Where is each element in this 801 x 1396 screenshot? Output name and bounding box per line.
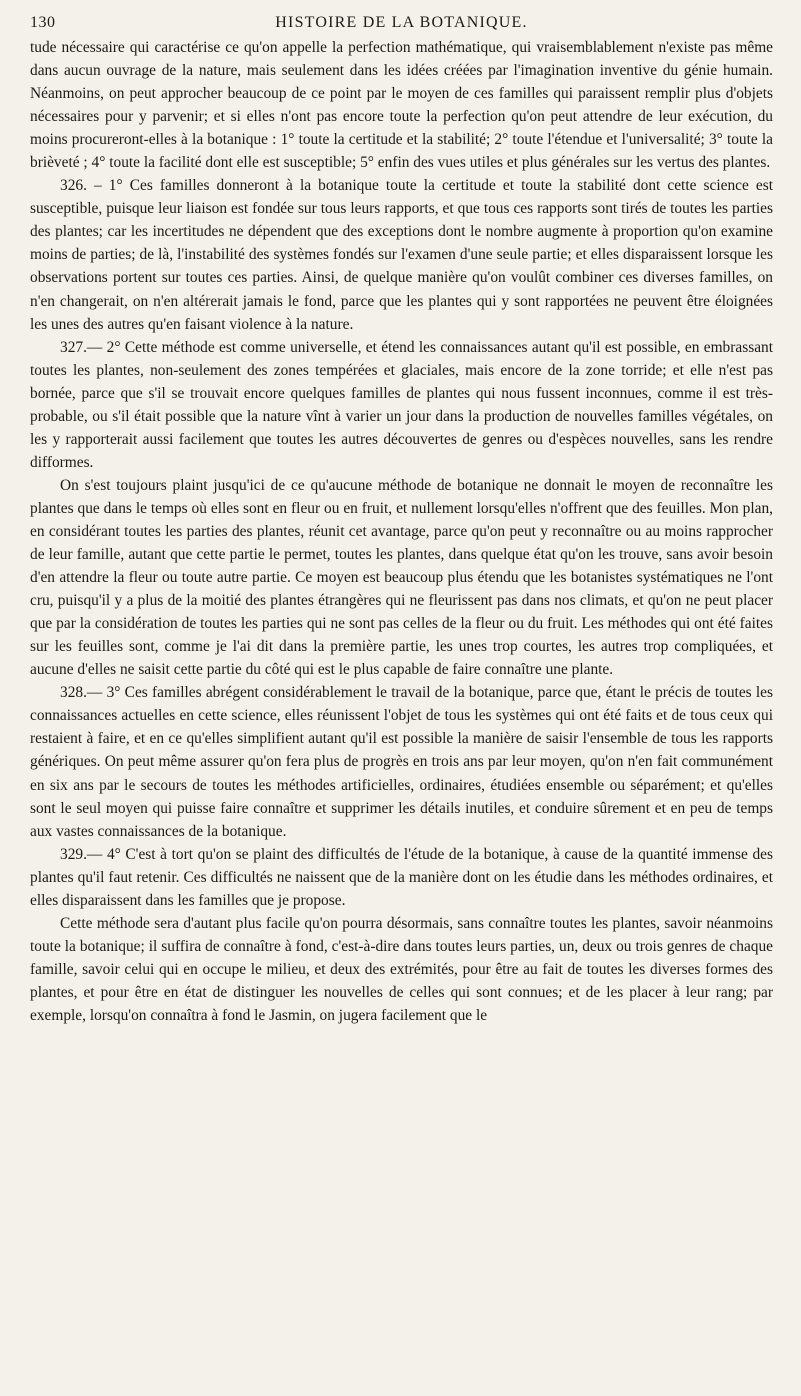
paragraph-continued: tude nécessaire qui caractérise ce qu'on appelle la perfection mathématique, qui vraisemblablement n'existe pas même dans aucun ouvrage de la nature, mais seulement dans les idées créées par l'imagination inventive du génie humain. Néanmoins, on peut approcher beaucoup de ce point par le moyen de ces familles qui paraissent remplir plus d'objets nécessaires pour y parvenir; et si elles n'ont pas encore toute la perfection qu'on peut attendre de leur exécution, du moins procureront-elles à la botanique : 1° toute la certitude et la stabilité; 2° toute l'étendue et l'universalité; 3° toute la brièveté ; 4° toute la facilité dont elle est susceptible; 5° enfin des vues utiles et plus générales sur les vertus des plantes. xyxy=(30,39,773,172)
running-title: HISTOIRE DE LA BOTANIQUE. xyxy=(275,14,528,31)
paragraph-leaves: On s'est toujours plaint jusqu'ici de ce qu'aucune méthode de botanique ne donnait le moyen de reconnaître les plantes que dans le temps où elles sont en fleur ou en fruit, et nullement lorsqu'elles n'offrent que des feuilles. Mon plan, en considérant toutes les parties des plantes, réunit cet avantage, parce qu'on peut y reconnaître ou au moins rapprocher de leur famille, autant que cette partie le permet, toutes les plantes, dans quelque état qu'on les trouve, sans avoir besoin d'en attendre la fleur ou toute autre partie. Ce moyen est beaucoup plus étendu que les botanistes systématiques ne l'ont cru, puisqu'il y a plus de la moitié des plantes étrangères qui ne fleurissent pas dans nos climats, et qu'on ne peut placer que par la considération de toutes les parties qui ne sont pas celles de la fleur ou du fruit. Les méthodes qui ont été faites sur les feuilles sont, comme je l'ai dit dans la première partie, les unes trop courtes, les autres trop compliquées, et aucune d'elles ne saisit cette partie du côté qui est le plus capable de faire connaître une plante. xyxy=(30,476,773,679)
running-head xyxy=(30,12,773,36)
paragraph-method-ease: Cette méthode sera d'autant plus facile qu'on pourra désormais, sans connaître toutes les plantes, savoir néanmoins toute la botanique; il suffira de connaître à fond, c'est-à-dire dans toutes leurs parties, un, deux ou trois genres de chaque famille, savoir celui qui en occupe le milieu, et deux des extrémités, pour être au fait de toutes les diverses formes des plantes, et pour être en état de distinguer les nouvelles de celles qui sont connues; et de les placer à leur rang; par exemple, lorsqu'on connaîtra à fond le Jasmin, on jugera facilement que le xyxy=(30,914,773,1024)
paragraph-326: 326. – 1° Ces familles donneront à la botanique toute la certitude et toute la stabilité dont cette science est susceptible, puisque leur liaison est fondée sur tous leurs rapports, et que tous ces rapports sont tirés de toutes les parties des plantes; car les incertitudes ne dépendent que des exceptions dont le nombre augmente à proportion qu'on examine moins de parties; de là, l'instabilité des systèmes fondés sur l'examen d'une seule partie; et elles disparaissent lorsque les observations portent sur toutes ces parties. Ainsi, de quelque manière qu'on voulût combiner ces diverses familles, on n'en changerait, on n'en altérerait jamais le fond, parce que les plantes qui y sont rapportées ne peuvent être éloignées les unes des autres qu'en faisant violence à la nature. xyxy=(30,177,773,333)
paragraph-328: 328.— 3° Ces familles abrégent considérablement le travail de la botanique, parce que, étant le précis de toutes les connaissances actuelles en cette science, elles réunissent l'objet de tous les systèmes qui ont été faits et de tous ceux qui restaient à faire, et en ce qu'elles simplifient autant qu'il est possible la manière de saisir l'ensemble de tous les rapports génériques. On peut même assurer qu'on fera plus de progrès en trois ans par leur moyen, qu'on n'en fait communément en six ans par le secours de toutes les méthodes artificielles, ordinaires, étudiées ensemble ou séparément; et qu'elles sont le seul moyen qui puisse faire connaître et supprimer les détails inutiles, et conduire sûrement et en peu de temps aux vastes connaissances de la botanique. xyxy=(30,684,773,840)
page-number: 130 xyxy=(30,14,56,31)
body-text xyxy=(30,36,773,1027)
paragraph-327: 327.— 2° Cette méthode est comme universelle, et étend les connaissances autant qu'il est possible, en embrassant toutes les plantes, non-seulement des zones tempérées et glaciales, mais encore de la zone torride; et elle n'est pas bornée, parce que s'il se trouvait encore quelques familles de plantes qui nous fussent inconnues, comme il est très-probable, ou s'il était possible que la nature vînt à varier un jour dans la production de nouvelles familles végétales, on les y rapporterait aussi facilement que toutes les autres découvertes de genres ou d'espèces nouvelles, sans les rendre difformes. xyxy=(30,338,773,471)
paragraph-329: 329.— 4° C'est à tort qu'on se plaint des difficultés de l'étude de la botanique, à cause de la quantité immense des plantes qu'il faut retenir. Ces difficultés ne naissent que de la manière dont on les étudie dans les méthodes ordinaires, et elles disparaissent dans les familles que je propose. xyxy=(30,845,773,909)
